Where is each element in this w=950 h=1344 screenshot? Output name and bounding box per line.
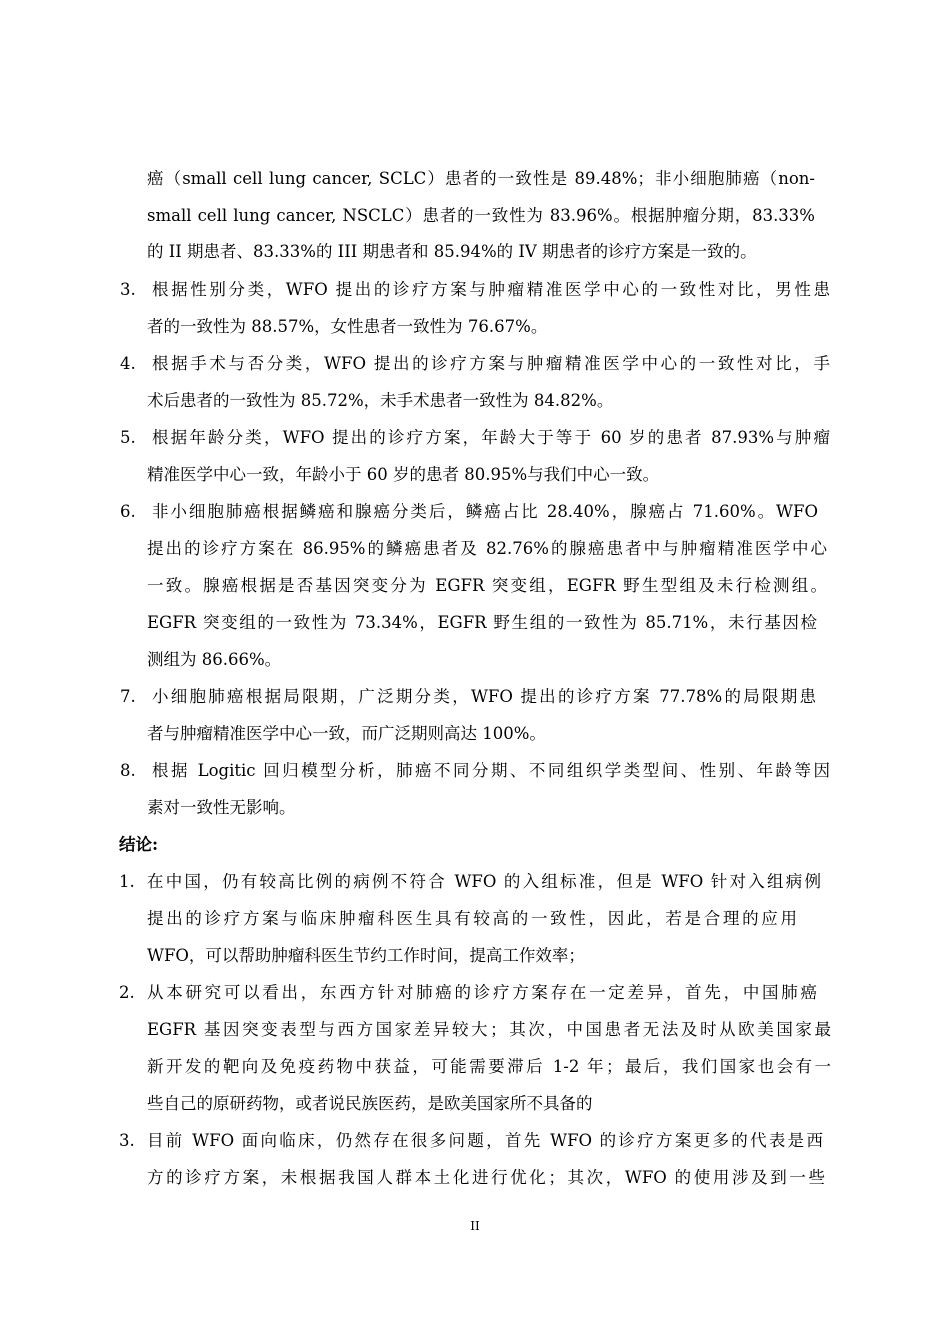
list-item-line: 从本研究可以看出，东西方针对肺癌的诊疗方案存在一定差异，首先，中国肺癌 [147,983,817,1002]
list-item-line: 小细胞肺癌根据局限期，广泛期分类，WFO 提出的诊疗方案 77.78%的局限期患 [152,687,816,706]
list-item-line: WFO，可以帮助肿瘤科医生节约工作时间，提高工作效率； [147,946,585,965]
list-item-line: 目前 WFO 面向临床，仍然存在很多问题，首先 WFO 的诊疗方案更多的代表是西 [147,1131,823,1150]
list-item-line: EGFR 突变组的一致性为 73.34%，EGFR 野生组的一致性为 85.71%，未行基因检 [147,613,817,632]
list-item-line: 方的诊疗方案，未根据我国人群本土化进行优化；其次，WFO 的使用涉及到一些 [147,1168,825,1187]
list-number: 5. [120,428,136,447]
list-item-line: EGFR 基因突变表型与西方国家差异较大；其次，中国患者无法及时从欧美国家最 [147,1020,831,1039]
list-item-line: 提出的诊疗方案与临床肿瘤科医生具有较高的一致性，因此，若是合理的应用 [147,909,797,928]
list-number: 6. [120,502,136,521]
list-number: 4. [120,354,136,373]
list-item-line: 非小细胞肺癌根据鳞癌和腺癌分类后，鳞癌占比 28.40%，腺癌占 71.60%。WFO [152,502,818,521]
list-item-line: 些自己的原研药物，或者说民族医药，是欧美国家所不具备的 [147,1094,593,1113]
list-item-line: 新开发的靶向及免疫药物中获益，可能需要滞后 1-2 年；最后，我们国家也会有一 [147,1057,831,1076]
list-item-line: 提出的诊疗方案在 86.95%的鳞癌患者及 82.76%的腺癌患者中与肿瘤精准医学中心 [147,539,827,558]
list-number: 7. [120,687,136,706]
list-item-line: 根据手术与否分类，WFO 提出的诊疗方案与肿瘤精准医学中心的一致性对比，手 [152,354,830,373]
conclusion-heading: 结论: [119,835,159,854]
list-item-line: 者的一致性为 88.57%，女性患者一致性为 76.67%。 [147,317,548,336]
list-item-line: 者与肿瘤精准医学中心一致，而广泛期则高达 100%。 [147,724,546,743]
continuation-line: small cell lung cancer, NSCLC）患者的一致性为 83.96%。根据肿瘤分期，83.33% [147,206,815,225]
list-number: 8. [120,761,136,780]
list-item-line: 在中国，仍有较高比例的病例不符合 WFO 的入组标准，但是 WFO 针对入组病例 [147,872,821,891]
list-item-line: 精准医学中心一致，年龄小于 60 岁的患者 80.95%与我们中心一致。 [147,465,660,484]
list-item-line: 素对一致性无影响。 [147,798,296,817]
continuation-line: 癌（small cell lung cancer, SCLC）患者的一致性是 89.48%；非小细胞肺癌（non- [147,169,815,188]
list-number: 3. [119,1131,135,1150]
list-number: 1. [119,872,135,891]
page-number: II [470,1219,480,1233]
list-item-line: 根据性别分类，WFO 提出的诊疗方案与肿瘤精准医学中心的一致性对比，男性患 [152,280,830,299]
list-item-line: 一致。腺癌根据是否基因突变分为 EGFR 突变组，EGFR 野生型组及未行检测组。 [147,576,827,595]
list-item-line: 测组为 86.66%。 [147,650,282,669]
list-number: 3. [120,280,136,299]
list-item-line: 根据年龄分类，WFO 提出的诊疗方案，年龄大于等于 60 岁的患者 87.93%与肿瘤 [152,428,830,447]
list-item-line: 术后患者的一致性为 85.72%，未手术患者一致性为 84.82%。 [147,391,614,410]
continuation-line: 的 II 期患者、83.33%的 III 期患者和 85.94%的 IV 期患者的诊疗方案是一致的。 [147,242,757,261]
list-item-line: 根据 Logitic 回归模型分析，肺癌不同分期、不同组织学类型间、性别、年龄等因 [152,761,830,780]
list-number: 2. [119,983,135,1002]
